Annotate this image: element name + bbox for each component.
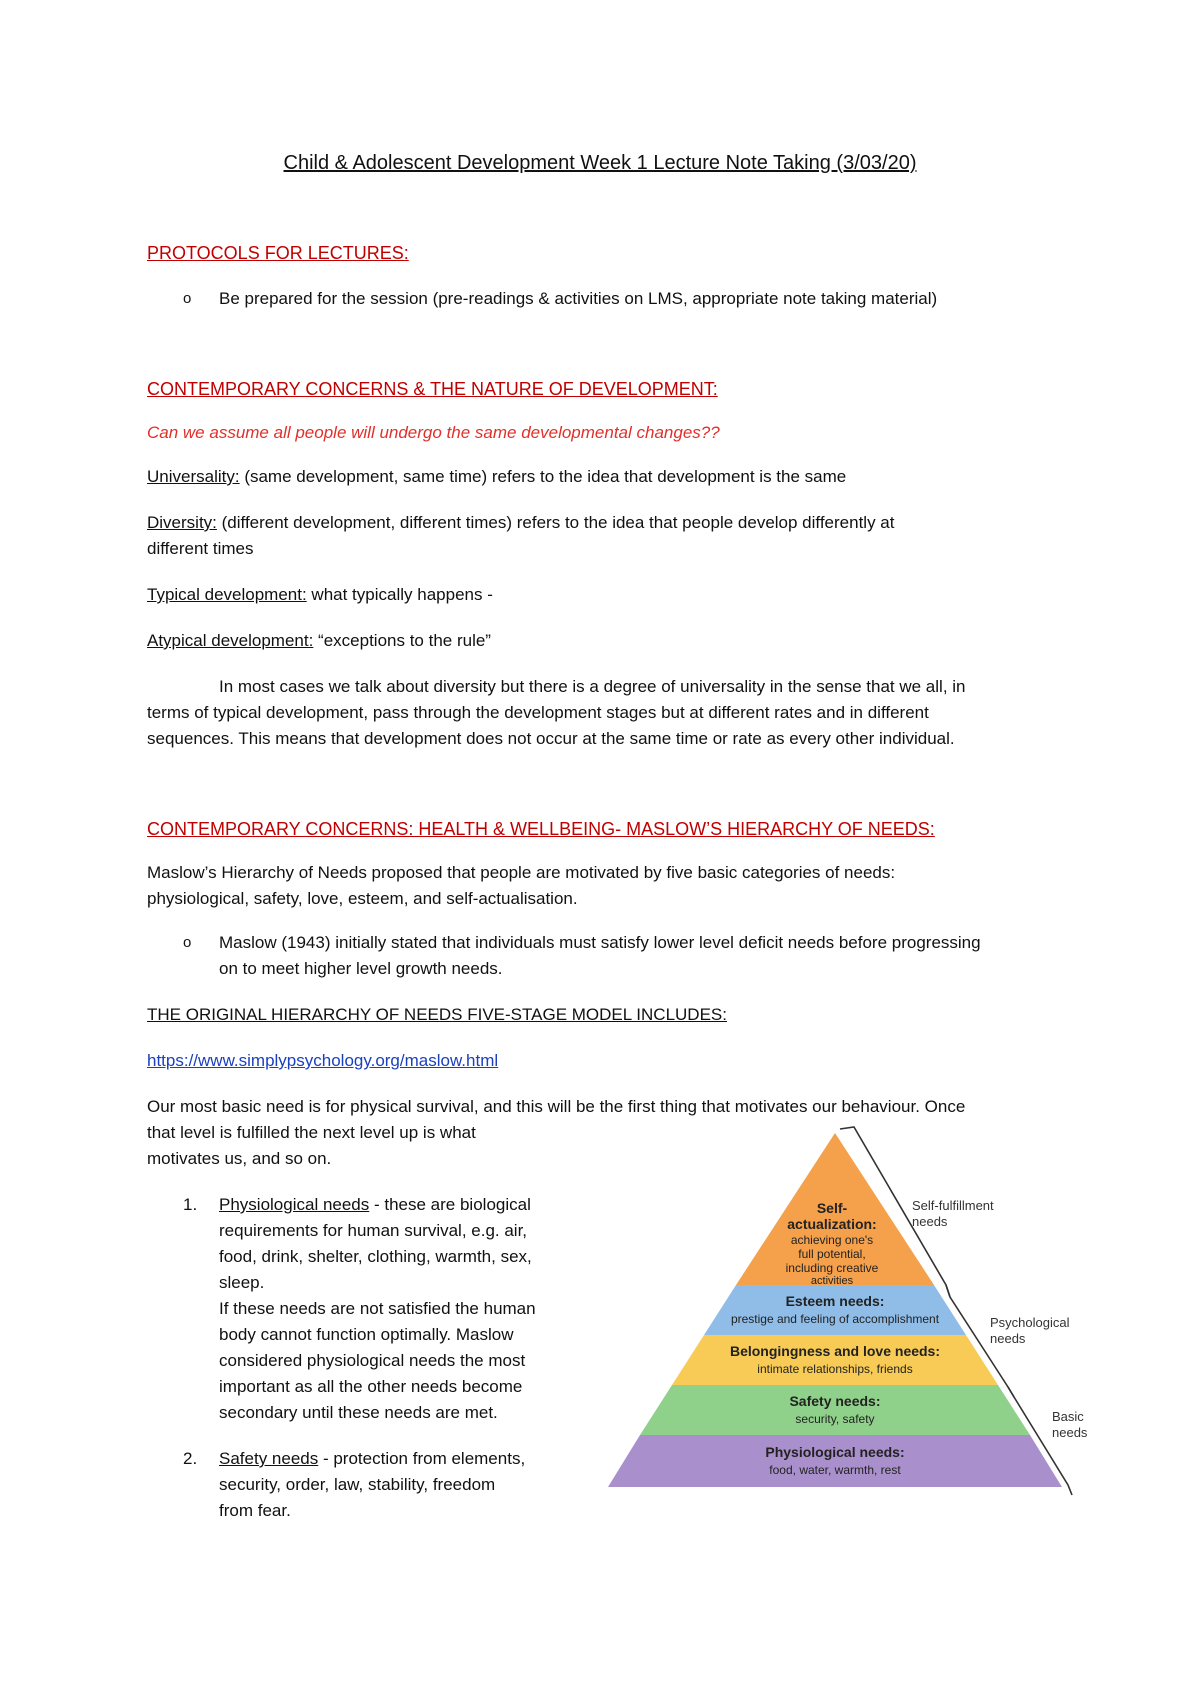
- universality-term: Universality:: [147, 467, 240, 486]
- list-line: food, drink, shelter, clothing, warmth, sex,: [219, 1247, 532, 1266]
- atypical-term: Atypical development:: [147, 631, 314, 650]
- list-number: 2.: [183, 1449, 198, 1468]
- self-actualization-desc: full potential,: [798, 1247, 866, 1261]
- list-line: If these needs are not satisfied the human: [219, 1299, 536, 1318]
- list-line: body cannot function optimally. Maslow: [219, 1325, 514, 1344]
- physiological-title: Physiological needs:: [765, 1444, 905, 1460]
- simplypsychology-link[interactable]: https://www.simplypsychology.org/maslow.html: [147, 1051, 499, 1070]
- list-line: from fear.: [219, 1501, 291, 1520]
- bullet-marker: o: [183, 934, 192, 951]
- diversity-text: (different development, different times) refers to the idea that people develop differently at: [216, 513, 895, 532]
- safety-desc: security, safety: [795, 1412, 875, 1426]
- list-line: important as all the other needs become: [219, 1377, 523, 1396]
- basic-need-line: Our most basic need is for physical survival, and this will be the first thing that motivates our behaviour. Once: [147, 1097, 966, 1116]
- nature-heading: CONTEMPORARY CONCERNS & THE NATURE OF DEVELOPMENT:: [147, 379, 718, 399]
- self-actualization-title: Self-: [816, 1200, 848, 1216]
- self-actualization-desc: activities: [810, 1275, 854, 1287]
- diversity-term: Diversity:: [147, 513, 217, 532]
- maslow-intro-line: Maslow’s Hierarchy of Needs proposed that people are motivated by five basic categories of needs:: [147, 863, 896, 882]
- diversity-line-2: different times: [147, 539, 254, 558]
- basic-need-line: motivates us, and so on.: [147, 1149, 332, 1168]
- list-item-physiological: [219, 1192, 531, 1218]
- list-item-safety: [219, 1446, 525, 1472]
- universality-line: [147, 464, 846, 490]
- maslow-heading: CONTEMPORARY CONCERNS: HEALTH & WELLBEING- MASLOW’S HIERARCHY OF NEEDS:: [147, 819, 935, 839]
- bullet-marker: o: [183, 290, 192, 307]
- list-line: - protection from elements,: [318, 1449, 526, 1468]
- safety-title: Safety needs:: [789, 1393, 881, 1409]
- side-label-self-fulfillment: needs: [912, 1214, 948, 1229]
- maslow-intro-line: physiological, safety, love, esteem, and self-actualisation.: [147, 889, 578, 908]
- belonging-title: Belongingness and love needs:: [729, 1343, 941, 1359]
- side-label-basic: needs: [1052, 1425, 1088, 1440]
- esteem-title: Esteem needs:: [785, 1293, 885, 1309]
- document-title: Child & Adolescent Development Week 1 Lecture Note Taking (3/03/20): [283, 152, 917, 174]
- physiological-term: Physiological needs: [219, 1195, 370, 1214]
- protocols-item: Be prepared for the session (pre-readings & activities on LMS, appropriate note taking material): [219, 289, 938, 308]
- safety-term: Safety needs: [219, 1449, 319, 1468]
- diversity-line: [147, 510, 894, 536]
- belonging-desc: intimate relationships, friends: [757, 1362, 913, 1376]
- protocols-heading: PROTOCOLS FOR LECTURES:: [147, 243, 409, 263]
- atypical-text: “exceptions to the rule”: [313, 631, 491, 650]
- pyramid-level-physiological: [608, 1435, 1062, 1487]
- model-heading: THE ORIGINAL HIERARCHY OF NEEDS FIVE-STAGE MODEL INCLUDES:: [147, 1005, 727, 1024]
- maslow-bullet-line: Maslow (1943) initially stated that individuals must satisfy lower level deficit needs before progressing: [219, 933, 981, 952]
- universality-text: (same development, same time) refers to the idea that development is the same: [239, 467, 847, 486]
- maslow-pyramid-diagram: [610, 1125, 1088, 1505]
- self-actualization-desc: including creative: [785, 1261, 879, 1275]
- paragraph-line: In most cases we talk about diversity but there is a degree of universality in the sense that we all, in: [219, 677, 966, 696]
- atypical-line: [147, 628, 491, 654]
- self-actualization-title: actualization:: [787, 1216, 877, 1232]
- esteem-desc: prestige and feeling of accomplishment: [730, 1312, 940, 1326]
- nature-question: Can we assume all people will undergo the same developmental changes??: [147, 423, 720, 442]
- side-label-self-fulfillment: Self-fulfillment: [912, 1198, 994, 1213]
- side-label-basic: Basic: [1052, 1409, 1084, 1424]
- list-line: security, order, law, stability, freedom: [219, 1475, 496, 1494]
- list-line: considered physiological needs the most: [219, 1351, 526, 1370]
- side-label-psychological: needs: [990, 1331, 1026, 1346]
- maslow-bullet-line: on to meet higher level growth needs.: [219, 959, 503, 978]
- self-actualization-desc: achieving one's: [790, 1233, 874, 1247]
- list-number: 1.: [183, 1195, 198, 1214]
- typical-term: Typical development:: [147, 585, 307, 604]
- list-line: sleep.: [219, 1273, 265, 1292]
- side-label-psychological: Psychological: [990, 1315, 1070, 1330]
- list-line: - these are biological: [369, 1195, 531, 1214]
- physiological-desc: food, water, warmth, rest: [769, 1463, 901, 1477]
- typical-line: [147, 582, 493, 608]
- basic-need-line: that level is fulfilled the next level up is what: [147, 1123, 476, 1142]
- list-line: requirements for human survival, e.g. air,: [219, 1221, 528, 1240]
- paragraph-line: sequences. This means that development does not occur at the same time or rate as every other individual.: [147, 729, 955, 748]
- list-line: secondary until these needs are met.: [219, 1403, 498, 1422]
- typical-text: what typically happens -: [306, 585, 493, 604]
- paragraph-line: terms of typical development, pass through the development stages but at different rates and in different: [147, 703, 929, 722]
